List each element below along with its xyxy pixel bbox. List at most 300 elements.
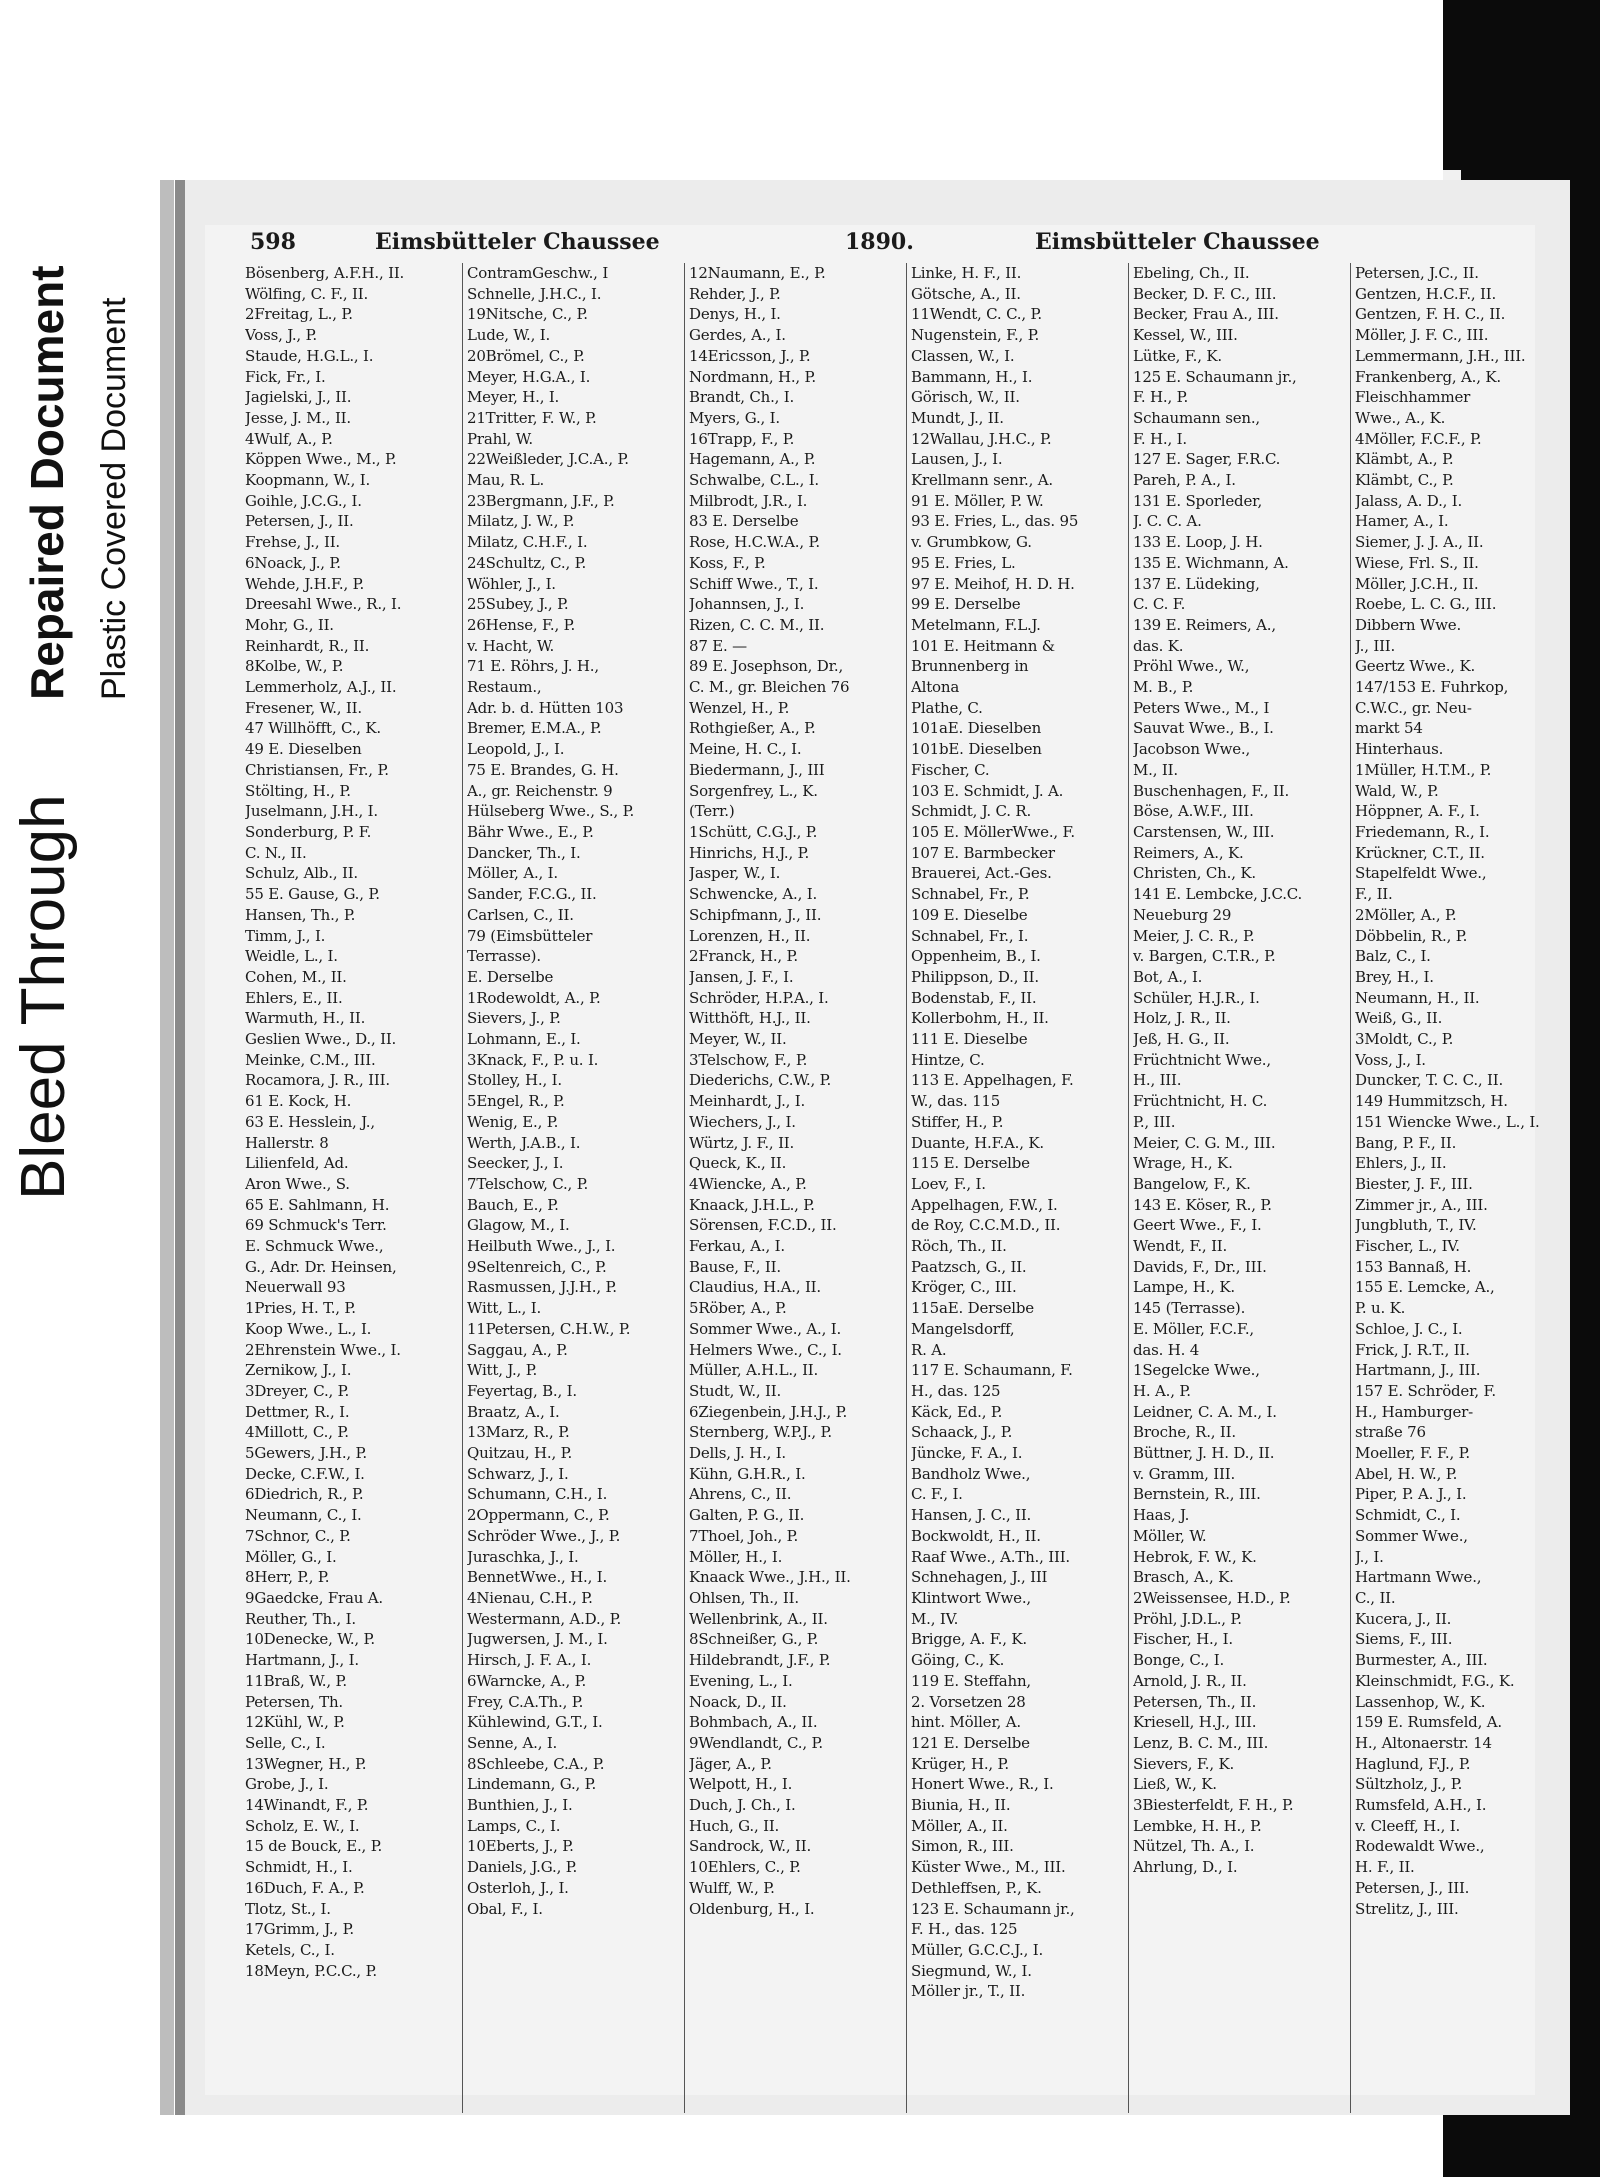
directory-entry: Ehlers, E., II. xyxy=(245,988,343,1007)
directory-entry: Sternberg, W.P.J., P. xyxy=(689,1423,832,1442)
directory-entry: Welpott, H., I. xyxy=(689,1775,793,1794)
directory-entry: Classen, W., I. xyxy=(911,346,1015,365)
directory-entry: 2Ehrenstein Wwe., I. xyxy=(245,1340,401,1359)
directory-entry: Wwe., A., K. xyxy=(1355,408,1446,427)
directory-entry: Mau, R. L. xyxy=(467,471,545,490)
directory-entry: 3Telschow, F., P. xyxy=(689,1050,808,1069)
directory-entry: Christiansen, Fr., P. xyxy=(245,760,389,779)
directory-entry: Neueburg 29 xyxy=(1133,905,1232,924)
directory-entry: 15 de Bouck, E., P. xyxy=(245,1837,383,1856)
directory-entry: Cohen, M., II. xyxy=(245,967,347,986)
directory-entry: Wenig, E., P. xyxy=(467,1112,559,1131)
directory-entry: Lampe, H., K. xyxy=(1133,1278,1235,1297)
directory-entry: Ferkau, A., I. xyxy=(689,1237,785,1256)
directory-entry: 61 E. Kock, H. xyxy=(245,1092,352,1111)
directory-entry: 4Millott, C., P. xyxy=(245,1423,349,1442)
directory-entry: Sörensen, F.C.D., II. xyxy=(689,1216,837,1235)
directory-entry: Kühn, G.H.R., I. xyxy=(689,1464,806,1483)
directory-entry: 14Winandt, F., P. xyxy=(245,1796,369,1815)
directory-entry: 95 E. Fries, L. xyxy=(911,553,1016,572)
directory-entry: Brey, H., I. xyxy=(1355,967,1434,986)
directory-entry: Metelmann, F.L.J. xyxy=(911,615,1041,634)
directory-entry: v. Grumbkow, G. xyxy=(911,533,1032,552)
directory-entry: 137 E. Lüdeking, xyxy=(1133,574,1260,593)
directory-entry: Fischer, H., I. xyxy=(1133,1630,1233,1649)
directory-entry: P., III. xyxy=(1133,1112,1176,1131)
directory-entry: 8Schneißer, G., P. xyxy=(689,1630,819,1649)
directory-entry: A., gr. Reichenstr. 9 xyxy=(467,781,613,800)
directory-entry: Hartmann, J., III. xyxy=(1355,1361,1481,1380)
directory-entry: Krückner, C.T., II. xyxy=(1355,843,1485,862)
directory-entry: Röch, Th., II. xyxy=(911,1237,1007,1256)
directory-entry: Petersen, Th., II. xyxy=(1133,1692,1257,1711)
directory-entry: Timm, J., I. xyxy=(245,926,326,945)
directory-entry: Klämbt, A., P. xyxy=(1355,450,1454,469)
directory-entry: 3Dreyer, C., P. xyxy=(245,1381,350,1400)
directory-entry: Ehlers, J., II. xyxy=(1355,1154,1447,1173)
directory-entry: Möller, G., I. xyxy=(245,1547,337,1566)
directory-entry: Philippson, D., II. xyxy=(911,967,1039,986)
directory-entry: 8Herr, P., P. xyxy=(245,1568,330,1587)
directory-entry: Schnelle, J.H.C., I. xyxy=(467,284,602,303)
directory-entry: 26Hense, F., P. xyxy=(467,615,576,634)
directory-entry: Lilienfeld, Ad. xyxy=(245,1154,349,1173)
directory-entry: 2Oppermann, C., P. xyxy=(467,1506,610,1525)
directory-entry: Daniels, J.G., P. xyxy=(467,1858,578,1877)
directory-entry: Hülseberg Wwe., S., P. xyxy=(467,802,635,821)
directory-entry: Jagielski, J., II. xyxy=(245,388,352,407)
directory-entry: Pröhl, J.D.L., P. xyxy=(1133,1609,1242,1628)
directory-entry: 75 E. Brandes, G. H. xyxy=(467,760,619,779)
directory-column xyxy=(1355,263,1560,2113)
directory-entry: Bot, A., I. xyxy=(1133,967,1203,986)
directory-entry: Haglund, F.J., P. xyxy=(1355,1754,1471,1773)
directory-entry: Tlotz, St., I. xyxy=(245,1899,331,1918)
directory-entry: 123 E. Schaumann jr., xyxy=(911,1899,1075,1918)
directory-entry: 101aE. Dieselben xyxy=(911,719,1042,738)
directory-entry: Hebrok, F. W., K. xyxy=(1133,1547,1257,1566)
directory-entry: M. B., P. xyxy=(1133,678,1194,697)
directory-entry: Jungbluth, T., IV. xyxy=(1355,1216,1477,1235)
directory-entry: 12Wallau, J.H.C., P. xyxy=(911,429,1052,448)
header-street-right: Eimsbütteler Chaussee xyxy=(1035,229,1320,255)
directory-entry: Götsche, A., II. xyxy=(911,284,1021,303)
directory-entry: Christen, Ch., K. xyxy=(1133,864,1256,883)
directory-entry: Juselmann, J.H., I. xyxy=(245,802,378,821)
directory-entry: Broche, R., II. xyxy=(1133,1423,1236,1442)
directory-entry: Oppenheim, B., I. xyxy=(911,947,1041,966)
directory-entry: Weiß, G., II. xyxy=(1355,1009,1443,1028)
directory-entry: Rizen, C. C. M., II. xyxy=(689,615,825,634)
page-number: 598 xyxy=(250,229,296,255)
directory-entry: 153 Bannaß, H. xyxy=(1355,1257,1472,1276)
directory-entry: P. u. K. xyxy=(1355,1299,1406,1318)
directory-entry: Wöhler, J., I. xyxy=(467,574,556,593)
directory-entry: F. H., P. xyxy=(1133,388,1189,407)
directory-entry: Schmidt, J. C. R. xyxy=(911,802,1032,821)
directory-entry: Hansen, J. C., II. xyxy=(911,1506,1032,1525)
directory-entry: Dancker, Th., I. xyxy=(467,843,581,862)
directory-entry: Glagow, M., I. xyxy=(467,1216,570,1235)
directory-entry: Hallerstr. 8 xyxy=(245,1133,329,1152)
directory-entry: Brasch, A., K. xyxy=(1133,1568,1234,1587)
directory-entry: 12Kühl, W., P. xyxy=(245,1713,345,1732)
directory-entry: 147/153 E. Fuhrkop, xyxy=(1355,678,1509,697)
directory-entry: F. H., das. 125 xyxy=(911,1920,1018,1939)
directory-entry: Stölting, H., P. xyxy=(245,781,351,800)
directory-entry: Raaf Wwe., A.Th., III. xyxy=(911,1547,1070,1566)
directory-entry: 83 E. Derselbe xyxy=(689,512,799,531)
directory-entry: Seecker, J., I. xyxy=(467,1154,564,1173)
directory-entry: Dettmer, R., I. xyxy=(245,1402,350,1421)
directory-entry: Bremer, E.M.A., P. xyxy=(467,719,602,738)
directory-entry: Milbrodt, J.R., I. xyxy=(689,491,808,510)
directory-entry: C., II. xyxy=(1355,1589,1396,1607)
directory-entry: 9Seltenreich, C., P. xyxy=(467,1257,607,1276)
directory-entry: Pröhl Wwe., W., xyxy=(1133,657,1250,676)
directory-entry: Terrasse). xyxy=(467,947,541,966)
header-street-left: Eimsbütteler Chaussee xyxy=(375,229,660,255)
directory-entry: 7Schnor, C., P. xyxy=(245,1526,351,1545)
directory-entry: Lassenhop, W., K. xyxy=(1355,1692,1486,1711)
directory-entry: Witt, J., P. xyxy=(467,1361,538,1380)
directory-entry: C. C. F. xyxy=(1133,595,1186,614)
directory-entry: Mundt, J., II. xyxy=(911,408,1004,427)
directory-entry: Reuther, Th., I. xyxy=(245,1609,356,1628)
directory-entry: Leopold, J., I. xyxy=(467,740,565,759)
directory-entry: Böse, A.W.F., III. xyxy=(1133,802,1254,821)
directory-entry: Ketels, C., I. xyxy=(245,1940,335,1959)
directory-entry: C. M., gr. Bleichen 76 xyxy=(689,678,850,697)
directory-entry: 2. Vorsetzen 28 xyxy=(911,1692,1026,1711)
directory-entry: Evening, L., I. xyxy=(689,1671,793,1690)
directory-entry: 20Brömel, C., P. xyxy=(467,346,585,365)
directory-entry: 159 E. Rumsfeld, A. xyxy=(1355,1713,1502,1732)
directory-entry: 2Freitag, L., P. xyxy=(245,305,353,324)
directory-entry: Honert Wwe., R., I. xyxy=(911,1775,1054,1794)
directory-entry: 91 E. Möller, P. W. xyxy=(911,491,1044,510)
directory-entry: Myers, G., I. xyxy=(689,408,780,427)
directory-entry: Siems, F., III. xyxy=(1355,1630,1453,1649)
directory-entry: Feyertag, B., I. xyxy=(467,1381,577,1400)
directory-entry: Rumsfeld, A.H., I. xyxy=(1355,1796,1487,1815)
directory-entry: Ahrens, C., II. xyxy=(689,1485,792,1504)
directory-entry: Brigge, A. F., K. xyxy=(911,1630,1027,1649)
directory-entry: Adr. b. d. Hütten 103 xyxy=(467,698,624,717)
directory-entry: Hinrichs, H.J., P. xyxy=(689,843,810,862)
directory-entry: Loev, F., I. xyxy=(911,1174,986,1193)
directory-entry: 13Marz, R., P. xyxy=(467,1423,570,1442)
directory-entry: Scholz, E. W., I. xyxy=(245,1816,360,1835)
directory-entry: 5Gewers, J.H., P. xyxy=(245,1444,367,1463)
directory-entry: Rocamora, J. R., III. xyxy=(245,1071,390,1090)
directory-entry: Bösenberg, A.F.H., II. xyxy=(245,264,405,282)
directory-entry: Schiff Wwe., T., I. xyxy=(689,574,819,593)
directory-entry: Obal, F., I. xyxy=(467,1899,543,1918)
directory-entry: 109 E. Dieselbe xyxy=(911,905,1028,924)
page-body xyxy=(205,225,1540,2095)
directory-entry: Möller, J. F. C., III. xyxy=(1355,326,1489,345)
directory-entry: Friedemann, R., I. xyxy=(1355,822,1490,841)
directory-entry: Milatz, C.H.F., I. xyxy=(467,533,588,552)
directory-entry: Westermann, A.D., P. xyxy=(467,1609,622,1628)
directory-entry: Büttner, J. H. D., II. xyxy=(1133,1444,1275,1463)
directory-entry: 6Ziegenbein, J.H.J., P. xyxy=(689,1402,848,1421)
directory-entry: Mohr, G., II. xyxy=(245,615,334,634)
directory-entry: Dells, J. H., I. xyxy=(689,1444,786,1463)
directory-entry: G., Adr. Dr. Heinsen, xyxy=(245,1257,397,1276)
label-bleed-through: Bleed Through xyxy=(9,794,78,1200)
directory-entry: Duncker, T. C. C., II. xyxy=(1355,1071,1504,1090)
directory-entry: Klintwort Wwe., xyxy=(911,1589,1031,1607)
directory-entry: Käck, Ed., P. xyxy=(911,1402,1003,1421)
directory-entry: Lütke, F., K. xyxy=(1133,346,1222,365)
directory-entry: v. Bargen, C.T.R., P. xyxy=(1133,947,1276,966)
directory-entry: Geert Wwe., F., I. xyxy=(1133,1216,1262,1235)
directory-entry: Ebeling, Ch., II. xyxy=(1133,264,1250,282)
directory-entry: Göing, C., K. xyxy=(911,1651,1005,1670)
directory-entry: 18Meyn, P.C.C., P. xyxy=(245,1961,377,1980)
directory-entry: Witt, L., I. xyxy=(467,1299,542,1318)
directory-entry: 93 E. Fries, L., das. 95 xyxy=(911,512,1079,531)
directory-entry: 11Wendt, C. C., P. xyxy=(911,305,1042,324)
directory-entry: 1Segelcke Wwe., xyxy=(1133,1361,1260,1380)
directory-entry: das. K. xyxy=(1133,636,1184,655)
directory-entry: Petersen, J., III. xyxy=(1355,1878,1470,1897)
directory-entry: Lorenzen, H., II. xyxy=(689,926,811,945)
directory-entry: Kollerbohm, H., II. xyxy=(911,1009,1049,1028)
directory-entry: Carlsen, C., II. xyxy=(467,905,574,924)
page-header xyxy=(205,225,1535,261)
directory-entry: Dibbern Wwe. xyxy=(1355,615,1462,634)
directory-entry: 7Telschow, C., P. xyxy=(467,1174,589,1193)
directory-entry: Schulz, Alb., II. xyxy=(245,864,358,883)
directory-entry: Senne, A., I. xyxy=(467,1733,558,1752)
directory-entry: Lamps, C., I. xyxy=(467,1816,561,1835)
directory-entry: Bähr Wwe., E., P. xyxy=(467,822,594,841)
directory-entry: 69 Schmuck's Terr. xyxy=(245,1216,387,1235)
directory-entry: Hartmann Wwe., xyxy=(1355,1568,1482,1587)
directory-entry: F., II. xyxy=(1355,885,1393,904)
directory-entry: Petersen, J., II. xyxy=(245,512,354,531)
directory-entry: 4Nienau, C.H., P. xyxy=(467,1589,593,1607)
directory-entry: Johannsen, J., I. xyxy=(689,595,805,614)
directory-entry: Siegmund, W., I. xyxy=(911,1961,1032,1980)
directory-entry: Wulff, W., P. xyxy=(689,1878,775,1897)
header-year: 1890. xyxy=(845,229,914,255)
directory-entry: Müller, G.C.C.J., I. xyxy=(911,1940,1044,1959)
directory-entry: 2Möller, A., P. xyxy=(1355,905,1457,924)
directory-entry: das. H. 4 xyxy=(1133,1340,1200,1359)
directory-entry: Davids, F., Dr., III. xyxy=(1133,1257,1267,1276)
directory-entry: 99 E. Derselbe xyxy=(911,595,1021,614)
directory-entry: Lohmann, E., I. xyxy=(467,1030,581,1049)
directory-entry: Biunia, H., II. xyxy=(911,1796,1011,1815)
directory-entry: Schnehagen, J., III xyxy=(911,1568,1048,1587)
directory-entry: Voss, J., I. xyxy=(1355,1050,1426,1069)
directory-entry: Schaack, J., P. xyxy=(911,1423,1013,1442)
directory-entry: Stolley, H., I. xyxy=(467,1071,562,1090)
directory-entry: Goihle, J.C.G., I. xyxy=(245,491,362,510)
directory-entry: 6Warncke, A., P. xyxy=(467,1671,587,1690)
directory-entry: Jugwersen, J. M., I. xyxy=(467,1630,608,1649)
directory-entry: Moeller, F. F., P. xyxy=(1355,1444,1471,1463)
directory-entry: 19Nitsche, C., P. xyxy=(467,305,588,324)
directory-entry: 10Eberts, J., P. xyxy=(467,1837,574,1856)
directory-entry: 11Petersen, C.H.W., P. xyxy=(467,1319,631,1338)
directory-entry: 157 E. Schröder, F. xyxy=(1355,1381,1496,1400)
directory-entry: Brauerei, Act.-Ges. xyxy=(911,864,1052,883)
directory-entry: Bang, P. F., II. xyxy=(1355,1133,1457,1152)
directory-entry: Wald, W., P. xyxy=(1355,781,1439,800)
directory-entry: Meier, C. G. M., III. xyxy=(1133,1133,1276,1152)
directory-entry: 16Duch, F. A., P. xyxy=(245,1878,365,1897)
directory-entry: Roebe, L. C. G., III. xyxy=(1355,595,1497,614)
directory-entry: Früchtnicht, H. C. xyxy=(1133,1092,1268,1111)
directory-entry: 127 E. Sager, F.R.C. xyxy=(1133,450,1281,469)
directory-entry: Kessel, W., III. xyxy=(1133,326,1238,345)
directory-entry: 1Rodewoldt, A., P. xyxy=(467,988,601,1007)
directory-entry: Peters Wwe., M., I xyxy=(1133,698,1270,717)
directory-entry: Warmuth, H., II. xyxy=(245,1009,366,1028)
directory-entry: Kucera, J., II. xyxy=(1355,1609,1452,1628)
directory-entry: 141 E. Lembcke, J.C.C. xyxy=(1133,885,1303,904)
directory-entry: Bockwoldt, H., II. xyxy=(911,1526,1041,1545)
directory-entry: Bangelow, F., K. xyxy=(1133,1174,1251,1193)
directory-entry: Ahrlung, D., I. xyxy=(1133,1858,1238,1877)
directory-entry: 47 Willhöfft, C., K. xyxy=(245,719,381,738)
directory-entry: Ohlsen, Th., II. xyxy=(689,1589,799,1607)
directory-entry: J. C. C. A. xyxy=(1133,512,1202,531)
directory-entry: Möller, H., I. xyxy=(689,1547,783,1566)
directory-entry: 113 E. Appelhagen, F. xyxy=(911,1071,1074,1090)
directory-entry: Rasmussen, J.J.H., P. xyxy=(467,1278,617,1297)
directory-entry: Jacobson Wwe., xyxy=(1133,740,1251,759)
directory-entry: Meinke, C.M., III. xyxy=(245,1050,376,1069)
directory-entry: 117 E. Schaumann, F. xyxy=(911,1361,1073,1380)
directory-entry: E. Schmuck Wwe., xyxy=(245,1237,384,1256)
directory-entry: Geslien Wwe., D., II. xyxy=(245,1030,397,1049)
directory-entry: 9Gaedcke, Frau A. xyxy=(245,1589,384,1607)
directory-entry: Hildebrandt, J.F., P. xyxy=(689,1651,831,1670)
directory-entry: Fresener, W., II. xyxy=(245,698,362,717)
directory-entry: 4Wulf, A., P. xyxy=(245,429,333,448)
directory-entry: 105 E. MöllerWwe., F. xyxy=(911,822,1075,841)
directory-entry: Jansen, J. F., I. xyxy=(689,967,794,986)
directory-column xyxy=(245,263,463,2113)
directory-entry: J., I. xyxy=(1355,1547,1384,1566)
directory-entry: 8Kolbe, W., P. xyxy=(245,657,344,676)
directory-entry: Arnold, J. R., II. xyxy=(1133,1671,1247,1690)
directory-entry: Jesse, J. M., II. xyxy=(245,408,351,427)
directory-entry: 111 E. Dieselbe xyxy=(911,1030,1028,1049)
directory-entry: Küster Wwe., M., III. xyxy=(911,1858,1066,1877)
directory-entry: Reinhardt, R., II. xyxy=(245,636,370,655)
directory-entry: Sauvat Wwe., B., I. xyxy=(1133,719,1274,738)
directory-entry: 103 E. Schmidt, J. A. xyxy=(911,781,1064,800)
directory-entry: Döbbelin, R., P. xyxy=(1355,926,1468,945)
directory-entry: de Roy, C.C.M.D., II. xyxy=(911,1216,1061,1235)
directory-entry: Krellmann senr., A. xyxy=(911,471,1053,490)
directory-entry: Duch, J. Ch., I. xyxy=(689,1796,796,1815)
directory-entry: 1Müller, H.T.M., P. xyxy=(1355,760,1492,779)
directory-entry: C.W.C., gr. Neu- xyxy=(1355,698,1472,717)
directory-entry: 55 E. Gause, G., P. xyxy=(245,885,380,904)
directory-entry: 139 E. Reimers, A., xyxy=(1133,615,1276,634)
directory-entry: Denys, H., I. xyxy=(689,305,781,324)
directory-entry: Krüger, H., P. xyxy=(911,1754,1009,1773)
directory-entry: Leidner, C. A. M., I. xyxy=(1133,1402,1277,1421)
directory-page xyxy=(175,180,1570,2115)
directory-entry: Neumann, H., II. xyxy=(1355,988,1480,1007)
directory-entry: Biester, J. F., III. xyxy=(1355,1174,1473,1193)
directory-entry: Koopmann, W., I. xyxy=(245,471,371,490)
directory-entry: 135 E. Wichmann, A. xyxy=(1133,553,1289,572)
directory-entry: Kriesell, H.J., III. xyxy=(1133,1713,1257,1732)
directory-entry: 131 E. Sporleder, xyxy=(1133,491,1263,510)
directory-entry: Stapelfeldt Wwe., xyxy=(1355,864,1487,883)
directory-entry: Gerdes, A., I. xyxy=(689,326,786,345)
directory-column xyxy=(1133,263,1351,2113)
directory-entry: Möller, W. xyxy=(1133,1526,1207,1545)
directory-entry: Piper, P. A. J., I. xyxy=(1355,1485,1467,1504)
directory-entry: Schumann, C.H., I. xyxy=(467,1485,608,1504)
directory-entry: Diederichs, C.W., P. xyxy=(689,1071,832,1090)
directory-entry: Milatz, J. W., P. xyxy=(467,512,575,531)
directory-column xyxy=(689,263,907,2113)
directory-entry: 11Braß, W., P. xyxy=(245,1671,347,1690)
directory-entry: Strelitz, J., III. xyxy=(1355,1899,1459,1918)
directory-entry: Schwarz, J., I. xyxy=(467,1464,569,1483)
directory-entry: Jüncke, F. A., I. xyxy=(911,1444,1023,1463)
directory-entry: Gentzen, F. H. C., II. xyxy=(1355,305,1506,324)
directory-entry: Schmidt, H., I. xyxy=(245,1858,353,1877)
directory-entry: Sander, F.C.G., II. xyxy=(467,885,597,904)
directory-entry: Becker, Frau A., III. xyxy=(1133,305,1279,324)
directory-entry: Jasper, W., I. xyxy=(689,864,781,883)
directory-entry: Voss, J., P. xyxy=(245,326,317,345)
directory-entry: Frehse, J., II. xyxy=(245,533,340,552)
directory-column xyxy=(911,263,1129,2113)
directory-entry: Wiese, Frl. S., II. xyxy=(1355,553,1479,572)
directory-entry: Simon, R., III. xyxy=(911,1837,1014,1856)
directory-entry: Schloe, J. C., I. xyxy=(1355,1319,1463,1338)
directory-entry: Meyer, W., II. xyxy=(689,1030,787,1049)
directory-entry: Oldenburg, H., I. xyxy=(689,1899,815,1918)
directory-entry: Rose, H.C.W.A., P. xyxy=(689,533,820,552)
directory-entry: Lindemann, G., P. xyxy=(467,1775,597,1794)
directory-entry: hint. Möller, A. xyxy=(911,1713,1022,1732)
directory-entry: 107 E. Barmbecker xyxy=(911,843,1055,862)
directory-entry: W., das. 115 xyxy=(911,1092,1001,1111)
directory-entry: Brandt, Ch., I. xyxy=(689,388,795,407)
directory-entry: Heilbuth Wwe., J., I. xyxy=(467,1237,616,1256)
directory-entry: Möller jr., T., II. xyxy=(911,1982,1026,2001)
directory-entry: Weidle, L., I. xyxy=(245,947,338,966)
directory-entry: Neuerwall 93 xyxy=(245,1278,346,1297)
directory-entry: Kröger, C., III. xyxy=(911,1278,1017,1297)
directory-entry: Hintze, C. xyxy=(911,1050,985,1069)
directory-entry: 8Schleebe, C.A., P. xyxy=(467,1754,605,1773)
directory-entry: Bammann, H., I. xyxy=(911,367,1033,386)
directory-entry: Burmester, A., III. xyxy=(1355,1651,1488,1670)
directory-entry: 79 (Eimsbütteler xyxy=(467,926,593,945)
directory-entry: Rehder, J., P. xyxy=(689,284,781,303)
directory-entry: 71 E. Röhrs, J. H., xyxy=(467,657,599,676)
directory-entry: 149 Hummitzsch, H. xyxy=(1355,1092,1508,1111)
directory-entry: 63 E. Hesslein, J., xyxy=(245,1112,375,1131)
directory-entry: Frey, C.A.Th., P. xyxy=(467,1692,584,1711)
